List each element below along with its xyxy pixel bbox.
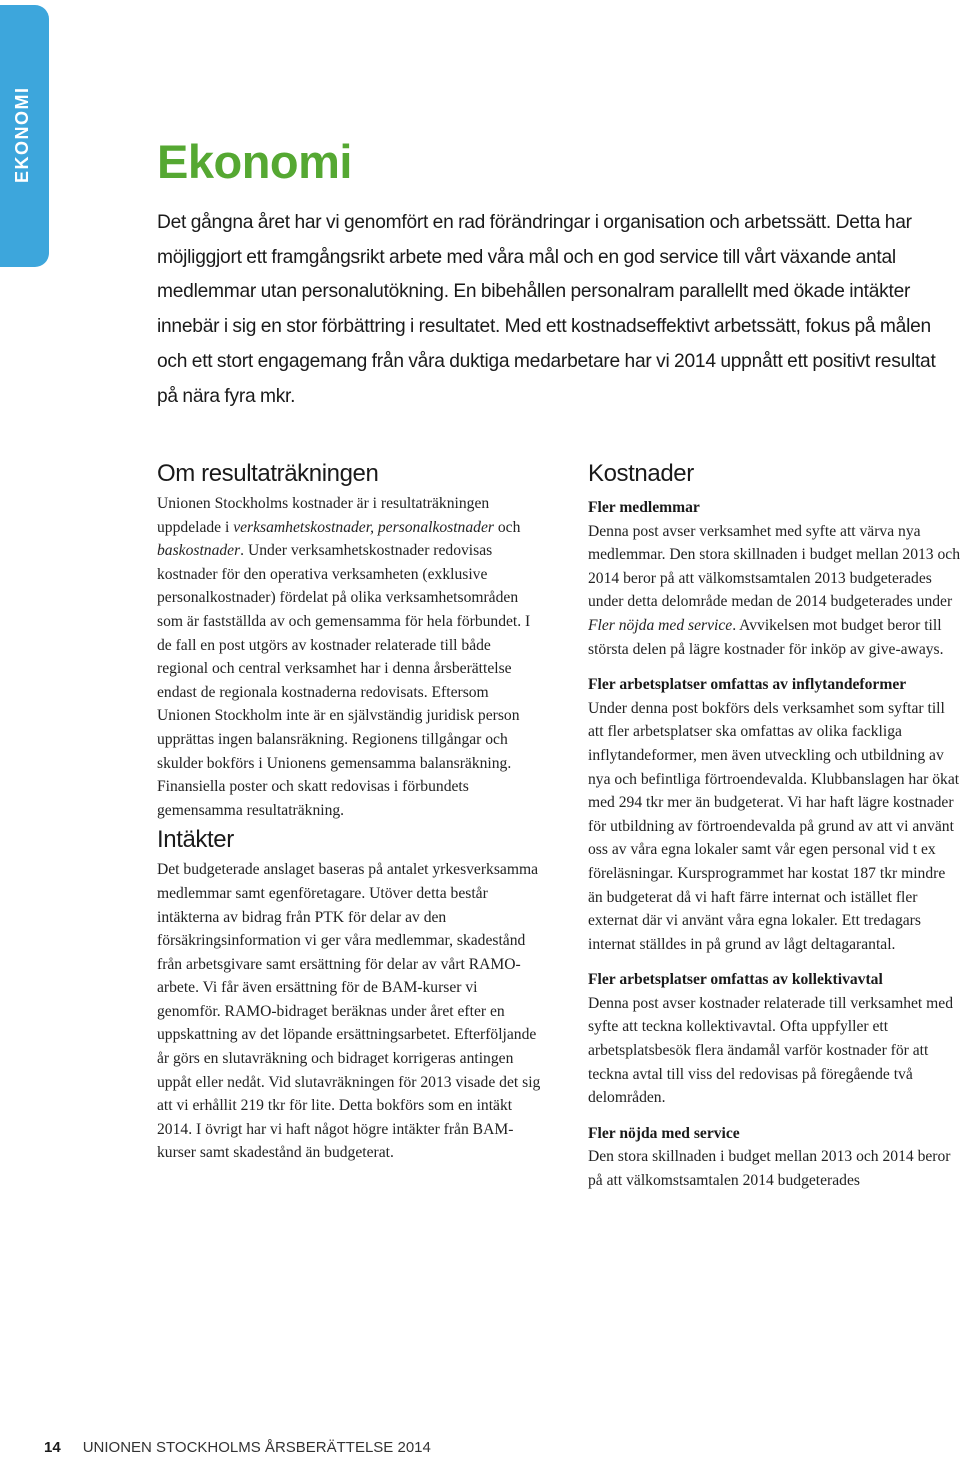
workplaces-agreement-heading: Fler arbetsplatser omfattas av kollektivavtal — [588, 971, 883, 989]
workplaces-agreement-paragraph: Denna post avser kostnader relaterade till verksamhet med syfte att teckna kollektivavtal. Ofta uppfyller ett arbetsplatsbesök flera ändamål varför kostnader för att teckna avtal till viss del redovisas på föregående två delområden. — [588, 994, 954, 1107]
results-heading: Om resultaträkningen — [157, 460, 379, 487]
more-members-paragraph: Denna post avser verksamhet med syfte att värva nya medlemmar. Den stora skillnaden i budget mellan 2013 och 2014 beror på att välkomstsamtalen 2013 budgeterades under detta delområde medan de 2014 budgeterades under Fler nöjda med service. Avvikelsen mot budget beror till största delen på lägre kostnader för inköp av give-aways. — [588, 522, 960, 658]
costs-heading: Kostnader — [588, 460, 694, 487]
right-column — [588, 456, 960, 1193]
satisfied-paragraph: Den stora skillnaden i budget mellan 2013 och 2014 beror på att välkomstsamtalen 2014 budgeterades — [588, 1148, 951, 1190]
page-number: 14 — [44, 1439, 61, 1456]
workplaces-influence-paragraph: Under denna post bokförs dels verksamhet som syftar till att fler arbetsplatser ska omfattas av olika fackliga inflytandeformer, men även utveckling och utbildning av nya och befintliga förtroendevalda. Klubbanslagen har ökat med 294 tkr mer än budgeterat. Vi har haft lägre kostnader för utbildning av förtroendevalda på grund av att vi använt oss av våra egna lokaler samt vår egen personal vid t ex föreläsningar. Kursprogrammet har kostat 187 tkr mindre än budgeterat då vi haft färre internat och istället fler externat där vi använt våra egna lokaler. Ett tredagars internat ställdes in på grund av lågt deltagarantal. — [588, 699, 960, 953]
page-title: Ekonomi — [157, 135, 352, 188]
results-paragraph: Unionen Stockholms kostnader är i resultaträkningen uppdelade i verksamhetskostnader, personalkostnader och baskostnader. Under verksamhetskostnader redovisas kostnader för den operativa verksamheten (exklusive personalkostnader) fördelat på olika verksamhetsområden som är fastställda av och gemensamma för hela förbundet. I de fall en post utgörs av kostnader relaterade till både regional och central verksamhet har i denna årsberättelse endast de regionala kostnaderna redovisats. Eftersom Unionen Stockholm inte är en självständig juridisk person upprättas ingen balansräkning. Regionens tillgångar och skulder bokförs i Unionens gemensamma balansräkning. Finansiella poster och skatt redovisas i förbundets gemensamma resultaträkning. — [157, 495, 531, 819]
workplaces-influence-heading: Fler arbetsplatser omfattas av inflytandeformer — [588, 676, 907, 694]
satisfied-heading: Fler nöjda med service — [588, 1124, 740, 1142]
publication-name: UNIONEN STOCKHOLMS ÅRSBERÄTTELSE 2014 — [82, 1439, 431, 1456]
income-heading: Intäkter — [157, 826, 234, 854]
left-column — [157, 456, 542, 1165]
more-members-heading: Fler medlemmar — [588, 499, 700, 516]
page-footer — [44, 1439, 431, 1456]
income-paragraph: Det budgeterade anslaget baseras på antalet yrkesverksamma medlemmar samt egenföretagare. Utöver detta består intäkterna av bidrag från PTK för delar av den försäkringsinformation vi ger våra medlemmar, skadestånd från arbetsgivare samt ersättning för delar av vårt RAMO-arbete. Vi får även ersättning för de BAM-kurser vi genomför. RAMO-bidraget beräknas under året efter en uppskattning av det löpande ersättningsarbetet. Efterföljande år görs en slutavräkning och bidraget korrigeras antingen uppåt eller nedåt. Vid slutavräkningen för 2013 visade det sig att vi erhållit 219 tkr för lite. Detta bokförs som en intäkt 2014. I övrigt har vi haft något högre intäkter från BAM-kurser samt skadestånd än budgeterat. — [157, 861, 541, 1162]
lead-paragraph: Det gångna året har vi genomfört en rad förändringar i organisation och arbetssätt. Detta har möjliggjort ett framgångsrikt arbete med våra mål och en god service till vårt växande antal medlemmar utan personalutökning. En bibehållen personalram parallellt med ökade intäkter innebär i sig en stor förbättring i resultatet. Med ett kostnadseffektivt arbetssätt, fokus på målen och ett stort engagemang från våra duktiga medarbetare har vi 2014 uppnått ett positivt resultat på nära fyra mkr. — [157, 212, 936, 407]
section-tab-label: EKONOMI — [12, 86, 32, 183]
section-tab — [0, 5, 49, 267]
